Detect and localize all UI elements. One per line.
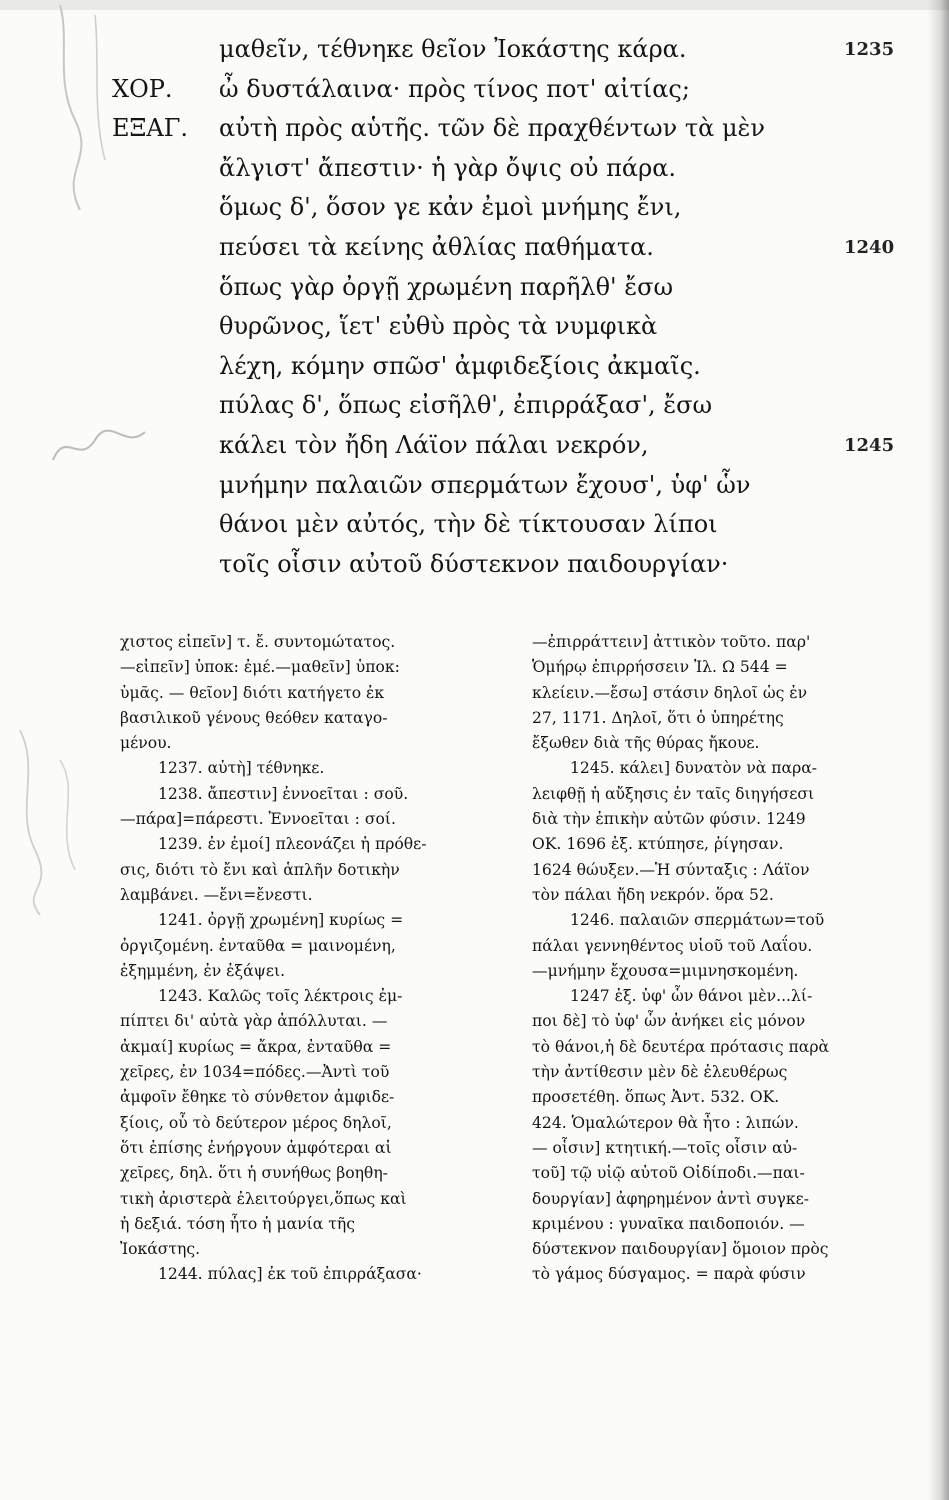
commentary-line: Ὁμήρῳ ἐπιρρήσσειν Ἰλ. Ω 544 = bbox=[532, 658, 788, 677]
commentary-line: προσετέθη. ὅπως Ἀντ. 532. ΟΚ. bbox=[532, 1088, 780, 1107]
verse-line bbox=[112, 307, 912, 347]
verse-text: θυρῶνος, ἵετ' εὐθὺ πρὸς τὰ νυμφικὰ bbox=[219, 312, 658, 341]
commentary-line: ξίοις, οὗ τὸ δεύτερον μέρος δηλοῖ, bbox=[120, 1113, 392, 1132]
commentary-line: ἀμφοῖν ἔθηκε τὸ σύνθετον ἀμφιδε- bbox=[120, 1088, 395, 1107]
verse-line bbox=[112, 149, 912, 189]
verse-line bbox=[112, 109, 912, 149]
commentary-line: ἐξημμένη, ἐν ἐξάψει. bbox=[120, 961, 286, 980]
commentary-line: βασιλικοῦ γένους θεόθεν καταγο- bbox=[120, 708, 388, 727]
commentary-line: ΟΚ. 1696 ἑξ. κτύπησε, ῥίγησαν. bbox=[532, 835, 784, 854]
commentary-line: τὴν ἀντίθεσιν μὲν δὲ ἐλευθέρως bbox=[532, 1063, 788, 1082]
page-gutter-shadow bbox=[927, 0, 949, 1500]
commentary-line: ὀργιζομένη. ἐνταῦθα = μαινομένη, bbox=[120, 936, 396, 955]
line-number: 1235 bbox=[844, 39, 895, 60]
commentary-line: χιστος εἰπεῖν] τ. ἔ. συντομώτατος. bbox=[120, 633, 396, 651]
commentary-line: 1243. Καλῶς τοῖς λέκτροις ἐμ- bbox=[158, 987, 403, 1006]
verse-text: τοῖς οἷσιν αὐτοῦ δύστεκνον παιδουργίαν· bbox=[219, 549, 729, 578]
verse-text: μαθεῖν, τέθνηκε θεῖον Ἰοκάστης κάρα. bbox=[219, 35, 687, 63]
verse-text: ἄλγιστ' ἄπεστιν· ἡ γὰρ ὄψις οὐ πάρα. bbox=[219, 153, 677, 182]
commentary-line: τικὴ ἀριστερὰ ἐλειτούργει,ὅπως καὶ bbox=[120, 1189, 407, 1208]
commentary-line: σις, διότι τὸ ἔνι καὶ ἁπλῆν δοτικὴν bbox=[120, 860, 400, 879]
commentary-line: τὸν πάλαι ἤδη νεκρόν. ὅρα 52. bbox=[532, 885, 774, 904]
margin-scribble-low bbox=[0, 720, 110, 920]
verse-text: πεύσει τὰ κείνης ἀθλίας παθήματα. bbox=[219, 232, 654, 261]
commentary-line: πίπτει δι' αὐτὰ γὰρ ἀπόλλυται. — bbox=[120, 1012, 388, 1031]
commentary-line: λειφθῇ ἡ αὔξησις ἐν ταῖς διηγήσεσι bbox=[532, 784, 815, 803]
commentary-line: λαμβάνει. —ἔνι=ἔνεστι. bbox=[120, 885, 313, 904]
commentary-line: —ἐπιρράττειν] ἀττικὸν τοῦτο. παρ' bbox=[532, 633, 811, 651]
commentary-line: —εἰπεῖν] ὑποκ: ἐμέ.—μαθεῖν] ὑποκ: bbox=[120, 658, 400, 677]
commentary-line: τὸ γάμος δύσγαμος. = παρὰ φύσιν bbox=[532, 1265, 806, 1284]
verse-text: μνήμην παλαιῶν σπερμάτων ἔχουσ', ὑφ' ὧν bbox=[219, 470, 751, 499]
commentary-line: μένου. bbox=[120, 734, 172, 753]
commentary-line: 1238. ἄπεστιν] ἐννοεῖται : σοῦ. bbox=[158, 784, 409, 803]
commentary-line: δουργίαν] ἀφηρημένον ἀντὶ συγκε- bbox=[532, 1189, 809, 1208]
verse-text: αὐτὴ πρὸς αὑτῆς. τῶν δὲ πραχθέντων τὰ μὲν bbox=[219, 114, 766, 143]
commentary-line: 1241. ὀργῇ χρωμένη] κυρίως = bbox=[158, 911, 404, 930]
line-number: 1245 bbox=[844, 434, 895, 456]
commentary-line: ἀκμαί] κυρίως = ἄκρα, ἐνταῦθα = bbox=[120, 1037, 392, 1056]
verse-text: πύλας δ', ὅπως εἰσῆλθ', ἐπιρράξασ', ἔσω bbox=[219, 391, 713, 420]
commentary-line: τοῦ] τῷ υἱῷ αὐτοῦ Οἰδίποδι.—παι- bbox=[532, 1164, 805, 1183]
commentary-line: ὑμᾶς. — θεῖον] διότι κατήγετο ἐκ bbox=[120, 683, 385, 702]
commentary-line: Ἰοκάστης. bbox=[120, 1240, 201, 1259]
commentary-line: κριμένου : γυναῖκα παιδοποιόν. — bbox=[532, 1214, 805, 1233]
commentary-line: —πάρα]=πάρεστι. Ἐννοεῖται : σοί. bbox=[120, 810, 396, 829]
speaker-label: ΧΟΡ. bbox=[112, 74, 173, 103]
commentary-line: 1624 θώυξεν.—Ἡ σύνταξις : Λάϊον bbox=[532, 860, 810, 879]
commentary-line: χεῖρες, ἐν 1034=πόδες.—Ἀντὶ τοῦ bbox=[120, 1063, 390, 1082]
commentary-line: 1244. πύλας] ἐκ τοῦ ἐπιρράξασα· bbox=[158, 1265, 422, 1284]
verse-text: ὦ δυστάλαινα· πρὸς τίνος ποτ' αἰτίας; bbox=[219, 74, 690, 103]
verse-text: κάλει τὸν ἤδη Λάϊον πάλαι νεκρόν, bbox=[219, 430, 649, 459]
verse-line bbox=[112, 188, 912, 228]
commentary-line: ποι δὲ] τὸ ὑφ' ὧν ἀνήκει εἰς μόνον bbox=[532, 1012, 806, 1031]
commentary-line: 424. Ὁμαλώτερον θὰ ἦτο : λιπών. bbox=[532, 1113, 799, 1132]
page-top-edge bbox=[0, 0, 949, 10]
verse-text: ὅπως γὰρ ὀργῇ χρωμένη παρῆλθ' ἔσω bbox=[219, 272, 674, 301]
commentary-line: χεῖρες, δηλ. ὅτι ἡ συνήθως βοηθη- bbox=[120, 1164, 388, 1183]
commentary-line: ἔξωθεν διὰ τῆς θύρας ἤκουε. bbox=[532, 734, 760, 753]
verse-line bbox=[112, 30, 912, 70]
speaker-label: ΕΞΑΓ. bbox=[112, 114, 189, 143]
commentary-line: ὅτι ἐπίσης ἐνήργουν ἀμφότεραι αἱ bbox=[120, 1138, 392, 1157]
commentary-line: 1247 ἑξ. ὑφ' ὧν θάνοι μὲν...λί- bbox=[570, 987, 813, 1006]
commentary-right-column bbox=[532, 630, 910, 1288]
commentary-line: διὰ τὴν ἐπικὴν αὐτῶν φύσιν. 1249 bbox=[532, 810, 806, 829]
verse-text: λέχη, κόμην σπῶσ' ἀμφιδεξίοις ἀκμαῖς. bbox=[219, 351, 701, 380]
commentary-line: 1239. ἐν ἐμοί] πλεονάζει ἡ πρόθε- bbox=[158, 835, 427, 854]
verse-block bbox=[112, 30, 912, 584]
verse-line bbox=[112, 505, 912, 545]
verse-text: ὅμως δ', ὅσον γε κἀν ἐμοὶ μνήμης ἔνι, bbox=[219, 193, 682, 222]
commentary-line: πάλαι γεννηθέντος υἱοῦ τοῦ Λαΐου. bbox=[532, 936, 813, 955]
verse-line bbox=[112, 228, 912, 268]
commentary-line: 1245. κάλει] δυνατὸν νὰ παρα- bbox=[570, 759, 818, 778]
line-number: 1240 bbox=[844, 236, 895, 258]
commentary-line: 27, 1171. Δηλοῖ, ὅτι ὁ ὑπηρέτης bbox=[532, 708, 784, 727]
commentary-line: κλείειν.—ἔσω] στάσιν δηλοῖ ὡς ἐν bbox=[532, 683, 808, 702]
verse-line bbox=[112, 466, 912, 506]
verse-line bbox=[112, 70, 912, 110]
commentary-line: —μνήμην ἔχουσα=μιμνησκομένη. bbox=[532, 961, 799, 980]
commentary-line: 1237. αὐτὴ] τέθνηκε. bbox=[158, 759, 325, 778]
verse-line bbox=[112, 426, 912, 466]
commentary-line: ἡ δεξιά. τόση ἦτο ἡ μανία τῆς bbox=[120, 1214, 355, 1233]
verse-line bbox=[112, 268, 912, 308]
margin-scribble-top bbox=[0, 0, 120, 220]
commentary-line: τὸ θάνοι,ἡ δὲ δευτέρα πρότασις παρὰ bbox=[532, 1037, 830, 1056]
verse-line bbox=[112, 386, 912, 426]
commentary-line: — οἷσιν] κτητική.—τοῖς οἷσιν αὐ- bbox=[532, 1138, 798, 1157]
commentary-line: 1246. παλαιῶν σπερμάτων=τοῦ bbox=[570, 911, 825, 930]
verse-line bbox=[112, 545, 912, 585]
commentary-line: δύστεκνον παιδουργίαν] ὅμοιον πρὸς bbox=[532, 1240, 829, 1259]
verse-text: θάνοι μὲν αὐτός, τὴν δὲ τίκτουσαν λίποι bbox=[219, 510, 718, 539]
verse-line bbox=[112, 347, 912, 387]
commentary-left-column bbox=[120, 630, 500, 1288]
